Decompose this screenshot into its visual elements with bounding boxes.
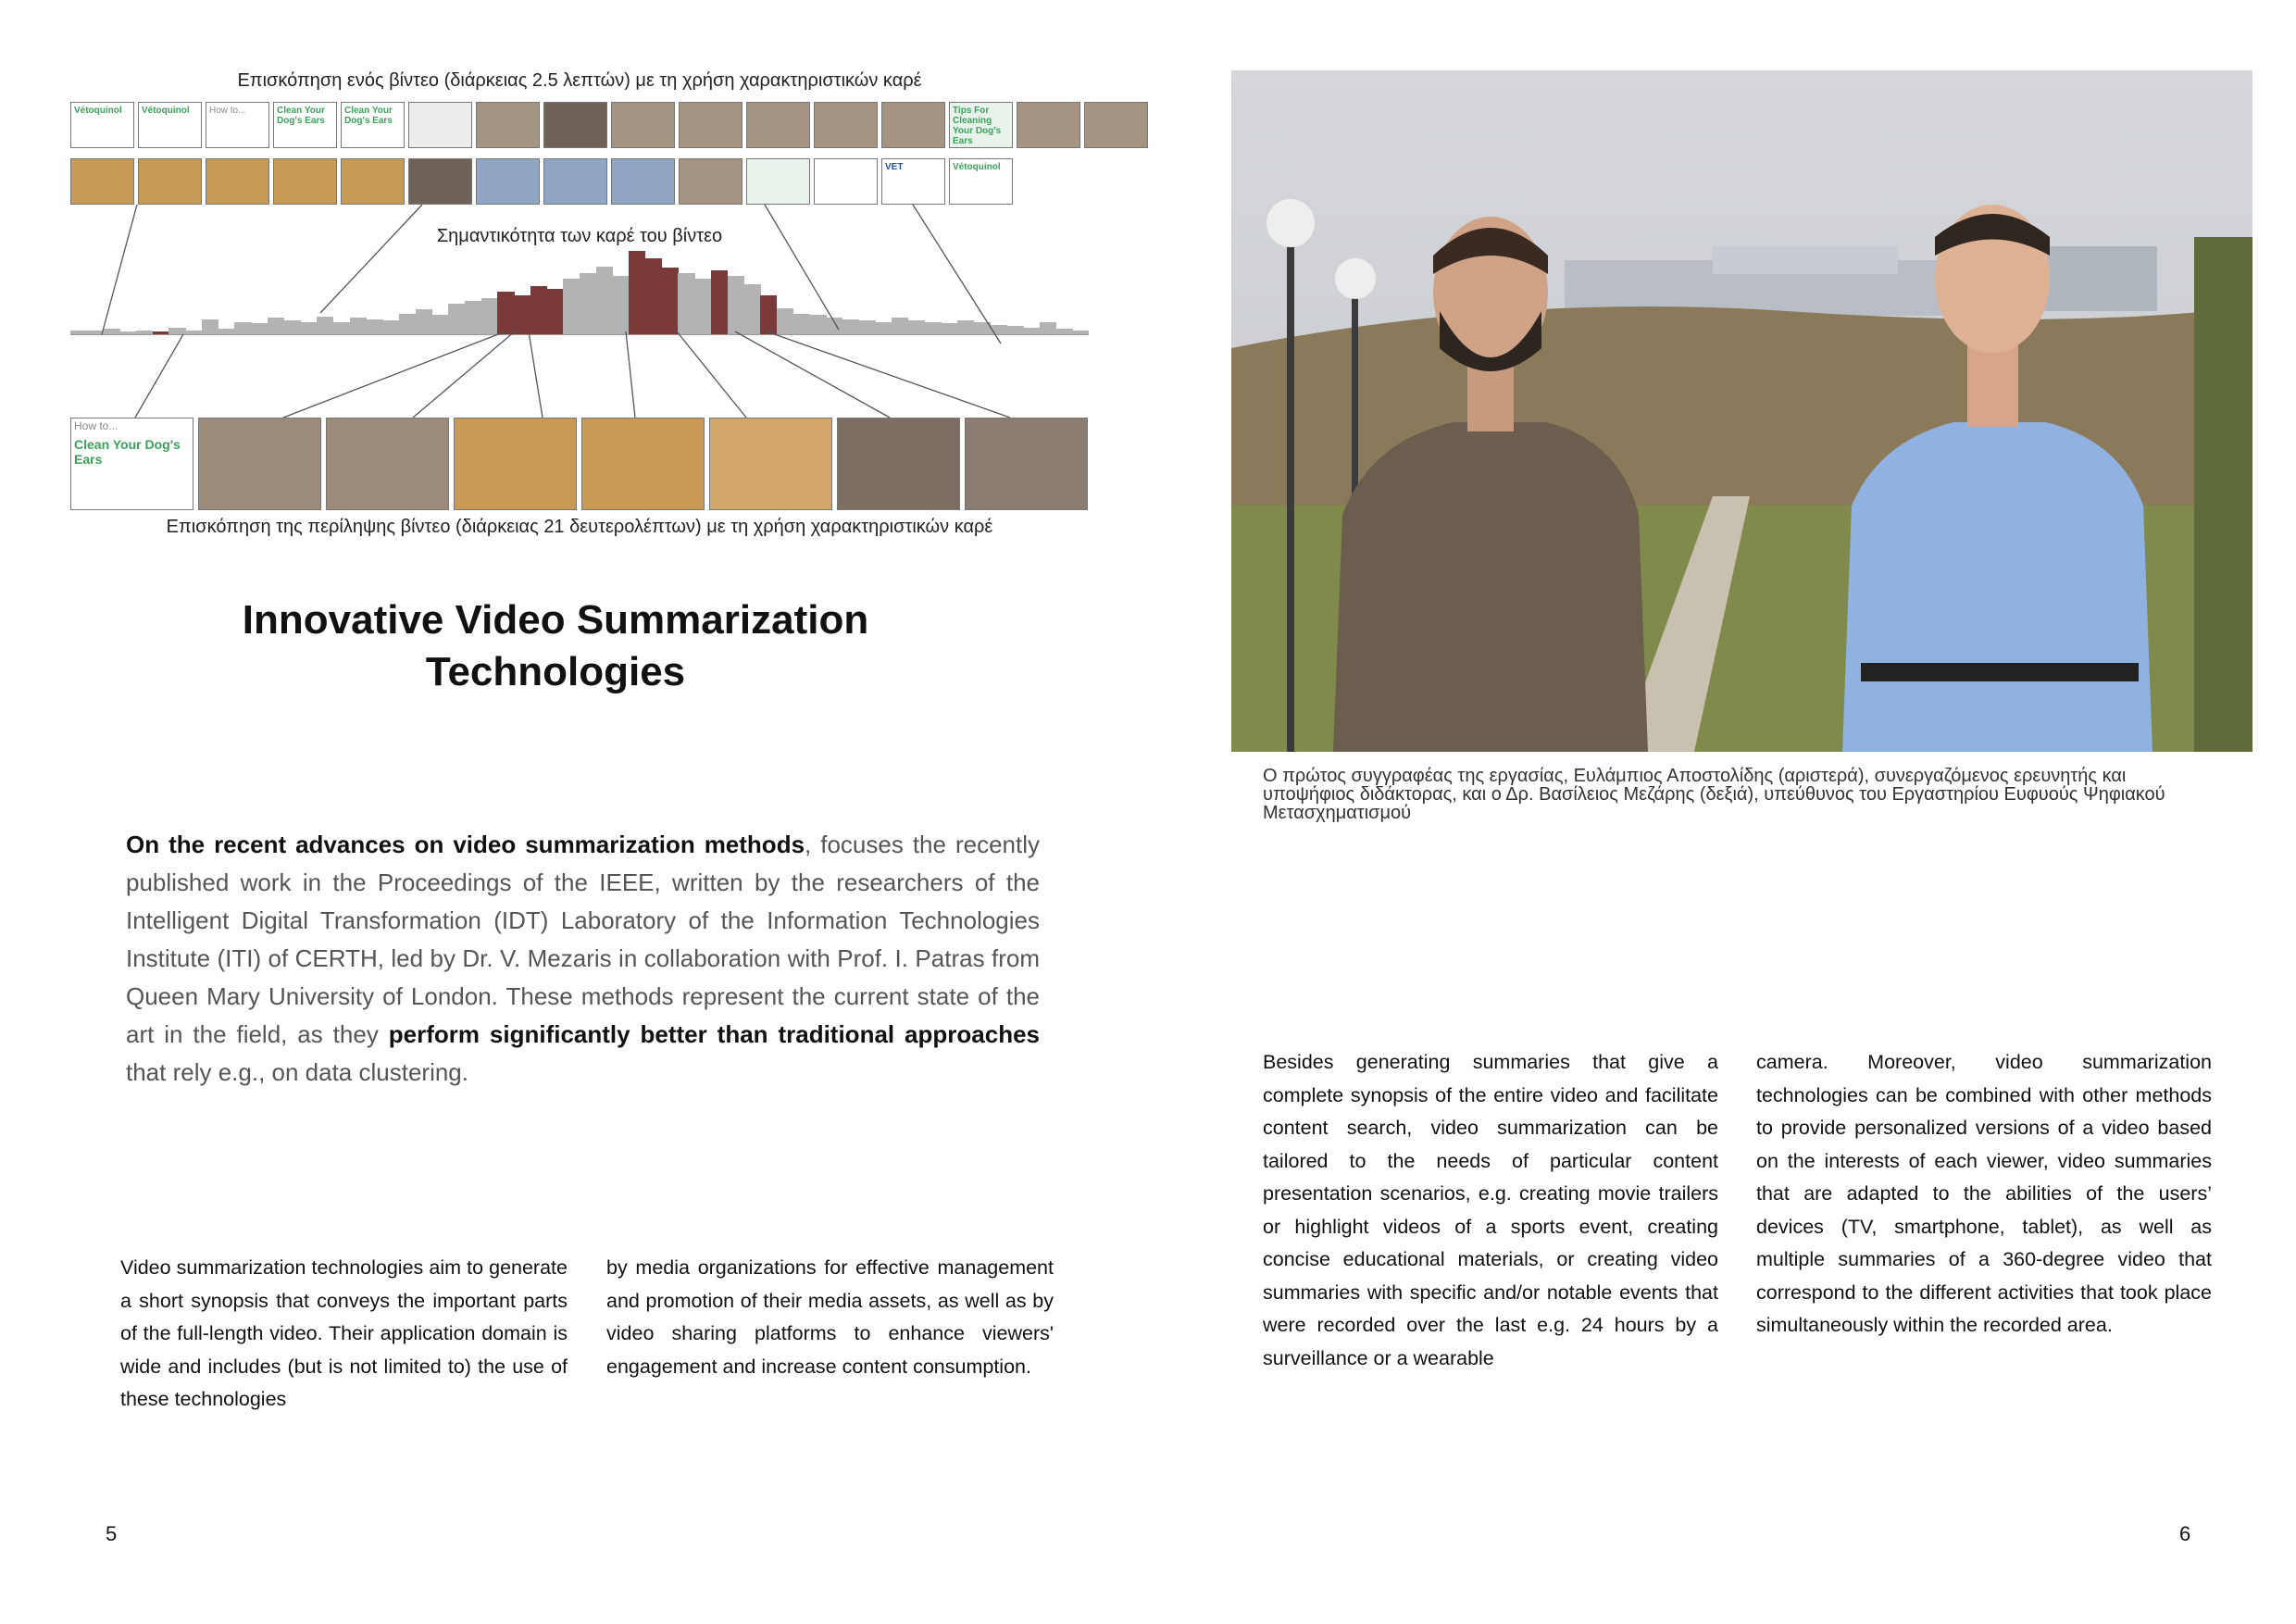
video-frame-thumbnail: How to... xyxy=(206,102,269,148)
lead-text-end: that rely e.g., on data clustering. xyxy=(126,1058,468,1086)
video-frame-thumbnail: Vétoquinol xyxy=(70,102,134,148)
lead-bold-highlight: perform significantly better than traditional approaches xyxy=(388,1020,1040,1048)
video-frame-thumbnail: Tips For Cleaning Your Dog's Ears xyxy=(949,102,1013,148)
page-number-left: 5 xyxy=(106,1522,118,1545)
lead-text: , focuses the recently published work in the Proceedings of the IEEE, written by the researchers of the Intelligent Digital Transformation (IDT) Laboratory of the Information Technologies Institute (ITI) of CERTH, led by Dr. V. Mezaris in collaboration with Prof. I. Patras from Queen Mary University of London. These methods represent the current state of the art in the field, as they xyxy=(126,831,1040,1048)
researchers-photo xyxy=(1231,70,2252,752)
figure-caption-bottom: Επισκόπηση της περίληψης βίντεο (διάρκειας 21 δευτερολέπτων) με τη χρήση χαρακτηριστικών καρέ xyxy=(166,517,993,537)
article-title-line-1: Innovative Video Summarization xyxy=(242,597,869,643)
body-column-1: Video summarization technologies aim to generate a short synopsis that conveys the important parts of the full-length video. Their application domain is wide and includes (but is not limited to) the use of these technologies xyxy=(120,1256,568,1410)
photo-caption: Ο πρώτος συγγραφέας της εργασίας, Ευλάμπιος Αποστολίδης (αριστερά), συνεργαζόμενος ερευνητής και υποψήφιος διδάκτορας, και ο Δρ. Βασίλειος Μεζάρης (δεξιά), υπεύθυνος του Εργαστηρίου Ευφυούς Ψηφιακού Μετασχηματισμού xyxy=(1263,766,2165,823)
video-frame-thumbnail: Clean Your Dog's Ears xyxy=(341,102,405,148)
video-frame-thumbnail: Vétoquinol xyxy=(949,158,1013,205)
photo-illustration xyxy=(1231,70,2252,752)
video-frame-thumbnail: Clean Your Dog's Ears xyxy=(273,102,337,148)
summary-frame-thumbnail xyxy=(326,418,449,510)
summary-frame-thumbnail xyxy=(709,418,832,510)
body-column-2: by media organizations for effective management and promotion of their media assets, as well as by video sharing platforms to enhance viewers' engagement and increase content consumption. xyxy=(606,1256,1054,1378)
summary-frame-thumbnail xyxy=(198,418,321,510)
body-column-4: camera. Moreover, video summarization technologies can be combined with other methods to provide personalized versions of a video based on the interests of each viewer, video summaries that are adapted to the abilities of the users’ devices (TV, smartphone, tablet), as well as multiple summaries of a 360-degree video that correspond to the different activities that took place simultaneously within the recorded area. xyxy=(1756,1051,2212,1336)
summary-frame-thumbnail xyxy=(965,418,1088,510)
figure-caption-middle: Σημαντικότητα των καρέ του βίντεο xyxy=(436,226,723,246)
summary-frame-thumbnail xyxy=(581,418,705,510)
summary-thumbnail-row xyxy=(70,418,1088,510)
body-column-3: Besides generating summaries that give a complete synopsis of the entire video and facilitate content search, video summarization can be tailored to the needs of particular content presentation scenarios, e.g. creating movie trailers or highlight videos of a sports event, creating concise educational materials, or creating video summaries with specific and/or notable events that were recorded over the last e.g. 24 hours by a surveillance or a wearable xyxy=(1263,1051,1718,1369)
lead-paragraph xyxy=(126,826,1040,1092)
right-page xyxy=(1148,0,2296,1624)
summary-frame-thumbnail xyxy=(454,418,577,510)
summary-frame-thumbnail: How to... Clean Your Dog's Ears xyxy=(70,418,193,510)
page-number-right: 6 xyxy=(2179,1522,2191,1545)
video-frame-thumbnail xyxy=(1084,102,1148,148)
video-frame-thumbnail: Vétoquinol xyxy=(138,102,202,148)
video-frame-thumbnail: VET xyxy=(881,158,945,205)
summary-frame-thumbnail xyxy=(837,418,960,510)
lead-bold-intro: On the recent advances on video summarization methods xyxy=(126,831,805,858)
figure-caption-top: Επισκόπηση ενός βίντεο (διάρκειας 2.5 λεπτών) με τη χρήση χαρακτηριστικών καρέ xyxy=(237,70,922,91)
video-summary-figure xyxy=(70,70,1089,543)
article-title-line-2: Technologies xyxy=(425,649,686,694)
article-title xyxy=(148,594,963,698)
